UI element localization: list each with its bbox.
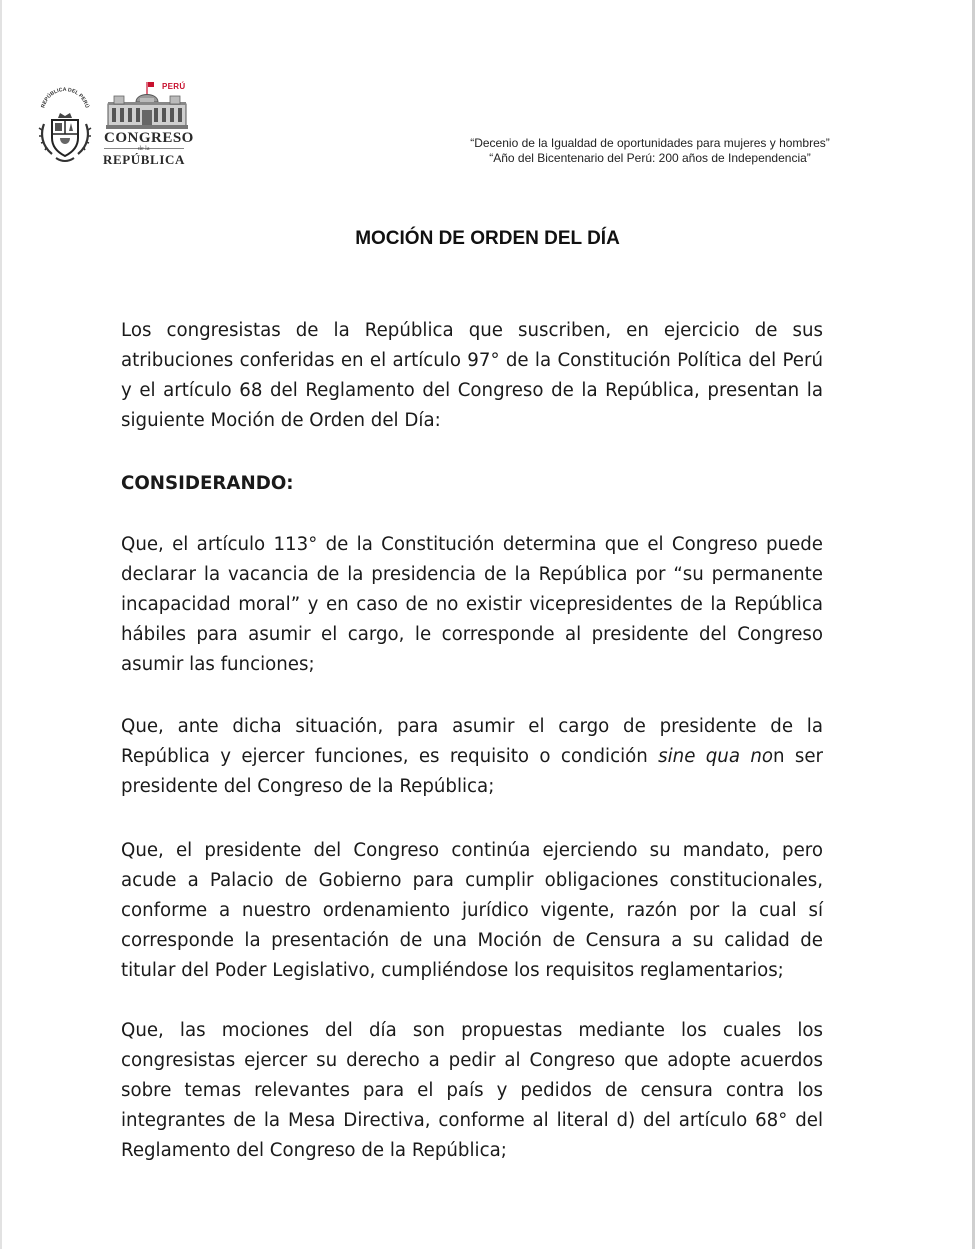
logo-republica-text: REPÚBLICA — [103, 152, 185, 167]
document-title: MOCIÓN DE ORDEN DEL DÍA — [355, 228, 620, 249]
paragraph-mociones — [121, 1016, 823, 1166]
paragraph-2-after: n ser presidente del Congreso de la República; — [121, 746, 824, 797]
logo-dela-text: de la — [138, 146, 150, 152]
considerando-heading: CONSIDERANDO: — [121, 473, 294, 494]
paragraph-2-text — [121, 712, 823, 802]
paragraph-2-italic: sine qua no — [658, 746, 773, 767]
paragraph-mandato — [121, 836, 823, 986]
header-quote-decenio: “Decenio de la Igualdad de oportunidades para mujeres y hombres” — [470, 136, 830, 150]
logo-congreso-text: CONGRESO — [104, 130, 194, 146]
paragraph-2-before: Que, ante dicha situación, para asumir el cargo de presidente de la República y ejercer funciones, es requisito o condición — [121, 716, 823, 767]
logo-peru-text: PERÚ — [162, 82, 186, 91]
header-quotes — [440, 136, 860, 166]
paragraph-articulo-113 — [121, 530, 823, 680]
congreso-logo — [100, 80, 192, 168]
intro-text: Los congresistas de la República que suscriben, en ejercicio de sus atribuciones conferidas en el artículo 97° de la Constitución Política del Perú y el artículo 68 del Reglamento del Congreso de la República, presentan la siguiente Moción de Orden del Día: — [121, 320, 823, 431]
paragraph-1-text: Que, el artículo 113° de la Constitución determina que el Congreso puede declarar la vacancia de la presidencia de la República por “su permanente incapacidad moral” y en caso de no existir vicepresidentes de la República hábiles para asumir el cargo, le corresponde al presidente del Congreso asumir las funciones; — [121, 534, 823, 675]
header-quote-bicentenario: “Año del Bicentenario del Perú: 200 años de Independencia” — [489, 151, 811, 165]
paragraph-3-text: Que, el presidente del Congreso continúa ejerciendo su mandato, pero acude a Palacio de Gobierno para cumplir obligaciones constitucionales, conforme a nuestro ordenamiento jurídico vigente, razón por la cual sí corresponde la presentación de una Moción de Censura a su calidad de titular del Poder Legislativo, cumpliéndose los requisitos reglamentarios; — [121, 840, 823, 981]
paragraph-4-text: Que, las mociones del día son propuestas mediante los cuales los congresistas ejercer su derecho a pedir al Congreso que adopte acuerdos sobre temas relevantes para el país y pedidos de censura contra los integrantes de la Mesa Directiva, conforme al literal d) del artículo 68° del Reglamento del Congreso de la República; — [121, 1020, 823, 1161]
paragraph-situacion — [121, 712, 823, 802]
svg-text:REPÚBLICA DEL PERÚ: REPÚBLICA DEL PERÚ — [40, 86, 90, 109]
national-shield-logo — [36, 86, 94, 166]
intro-paragraph — [121, 316, 823, 436]
